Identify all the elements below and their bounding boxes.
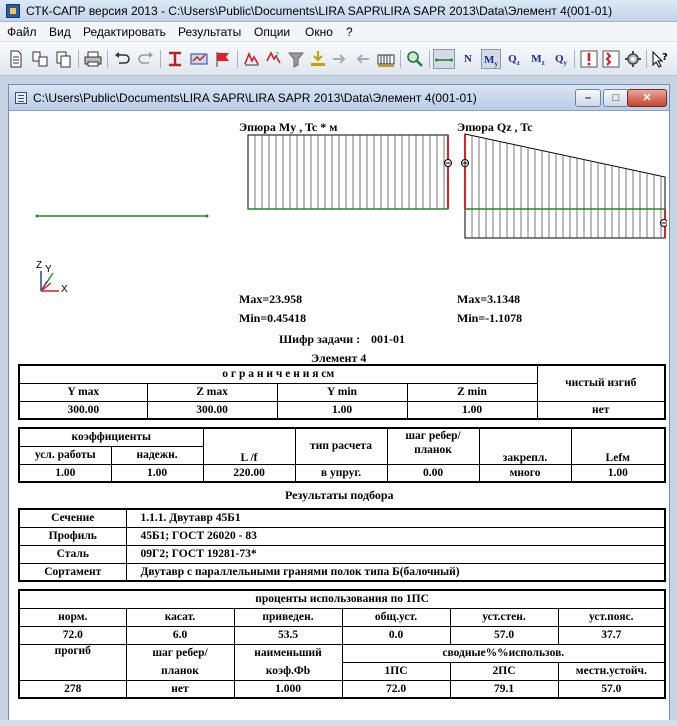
shear-qy-button[interactable]: $Q_y$ [554, 53, 568, 68]
min-coef-header-top: наименьший [234, 644, 342, 662]
moment-mz-button[interactable]: $M_z$ [531, 53, 545, 68]
menu-view[interactable]: Вид [49, 25, 71, 39]
zmin-header: Z min [407, 383, 537, 401]
task-code-label: Шифр задачи : [279, 332, 361, 346]
qz-max-label: Max=3.1348 [457, 292, 521, 306]
menu-file[interactable]: Файл [7, 25, 37, 39]
results-table [18, 508, 666, 582]
axis-z-label: Z [36, 260, 43, 271]
fix-value: много [479, 464, 571, 482]
section-value: 1.1.1. Двутавр 45Б1 [126, 509, 665, 527]
axis-y-label: Y [45, 264, 52, 275]
ps2-header: 2ПС [450, 662, 558, 680]
minimize-button[interactable] [575, 89, 601, 107]
coefficients-header: коэффициенты [19, 428, 203, 446]
new-file-icon[interactable] [6, 49, 26, 69]
usage-flange-stab-value: 37.7 [558, 626, 665, 644]
work-coef-value: 1.00 [19, 464, 111, 482]
usage-reduced-header: приведен. [234, 608, 342, 626]
maximize-icon: □ [612, 92, 620, 104]
svg-text:?: ? [275, 51, 280, 60]
clean-bend-value: нет [537, 401, 665, 419]
task-code-value: 001-01 [371, 332, 405, 346]
move-right-icon[interactable] [330, 49, 350, 69]
warning-icon[interactable] [579, 49, 599, 69]
context-help-icon[interactable] [650, 49, 670, 69]
beam-element-line [33, 211, 213, 221]
my-min-label: Min=0.45418 [239, 311, 307, 325]
close-icon: ✕ [642, 92, 652, 104]
app-title: СТК-САПР версия 2013 - C:\Users\Public\Documents\LIRA SAPR\LIRA SAPR 2013\Data\Элемент 4(001-01) [26, 4, 613, 18]
rib-step-value: 0.00 [387, 464, 479, 482]
usage-web-stab-header: уст.стен. [450, 608, 558, 626]
report-content [9, 111, 669, 725]
assortment-key: Сортамент [19, 563, 126, 581]
settings-gear-icon[interactable] [623, 49, 643, 69]
usage-web-stab-value: 57.0 [450, 626, 558, 644]
usage-general-stab-value: 0.0 [342, 626, 450, 644]
lf-value: 220.00 [203, 464, 295, 482]
my-max-label: Max=23.958 [239, 292, 303, 306]
maximize-button[interactable] [603, 89, 629, 107]
document-icon [15, 92, 27, 104]
qz-diagram [449, 131, 667, 251]
rib-step-header-top: шаг ребер/ [126, 644, 234, 662]
beam-line-icon[interactable] [433, 49, 455, 69]
ps1-header: 1ПС [342, 662, 450, 680]
force-n-button[interactable]: N [464, 53, 472, 65]
app-logo-icon [6, 4, 20, 18]
ymax-value: 300.00 [19, 401, 147, 419]
flag-icon[interactable] [213, 49, 233, 69]
qz-min-label: Min=-1.1078 [457, 311, 523, 325]
document-title: C:\Users\Public\Documents\LIRA SAPR\LIRA SAPR 2013\Data\Элемент 4(001-01) [33, 91, 477, 105]
profile-value: 45Б1; ГОСТ 26020 - 83 [126, 527, 665, 545]
usage-norm-header: норм. [19, 608, 126, 626]
local-stab-value: 57.0 [558, 680, 665, 698]
undo-icon[interactable] [112, 49, 132, 69]
clean-bend-header: чистый изгиб [537, 365, 665, 401]
filter-icon[interactable] [286, 49, 306, 69]
reliab-coef-header: надежн. [111, 446, 203, 464]
error-list-icon[interactable] [601, 49, 621, 69]
menubar [0, 22, 677, 42]
zmin-value: 1.00 [407, 401, 537, 419]
ymin-header: Y min [277, 383, 407, 401]
menu-results[interactable]: Результаты [178, 25, 242, 39]
axis-x-label: X [61, 284, 68, 295]
zmax-value: 300.00 [147, 401, 277, 419]
calc-icon[interactable] [242, 49, 262, 69]
calc-type-value: в упруг. [295, 464, 387, 482]
menu-help[interactable]: ? [346, 25, 353, 39]
zmax-header: Z max [147, 383, 277, 401]
section-key: Сечение [19, 509, 126, 527]
work-coef-header: усл. работы [19, 446, 111, 464]
deflection-header: прогиб [19, 644, 126, 680]
open-file-icon[interactable] [30, 49, 50, 69]
usage-flange-stab-header: уст.пояс. [558, 608, 665, 626]
profile-key: Профиль [19, 527, 126, 545]
section-icon[interactable] [165, 49, 185, 69]
usage-reduced-value: 53.5 [234, 626, 342, 644]
lef-value: 1.00 [571, 464, 665, 482]
qz-diagram-title: Эпюра Qz , Tc [457, 120, 533, 134]
deflection-value: 278 [19, 680, 126, 698]
ps1-value: 72.0 [342, 680, 450, 698]
min-coef-value: 1.000 [234, 680, 342, 698]
lef-header: Lefм [571, 428, 665, 464]
moment-my-button[interactable]: $M_y$ [481, 49, 501, 69]
fix-header: закрепл. [479, 428, 571, 464]
steel-table-icon[interactable] [189, 49, 209, 69]
menu-edit[interactable]: Редактировать [83, 25, 166, 39]
usage-tangent-header: касат. [126, 608, 234, 626]
my-diagram-title: Эпюра My , Tc * м [239, 120, 338, 134]
menu-options[interactable]: Опции [254, 25, 291, 39]
usage-general-stab-header: общ.уст. [342, 608, 450, 626]
assortment-value: Двутавр с параллельными гранями полок типа Б(балочный) [126, 563, 665, 581]
menu-window[interactable]: Окно [305, 25, 333, 39]
shear-qz-button[interactable]: $Q_z$ [508, 53, 520, 68]
limits-table [18, 364, 666, 420]
steel-value: 09Г2; ГОСТ 19281-73* [126, 545, 665, 563]
rib-step-value2: нет [126, 680, 234, 698]
check-icon[interactable] [264, 49, 284, 69]
reliab-coef-value: 1.00 [111, 464, 203, 482]
document-window [8, 84, 670, 726]
results-title: Результаты подбора [285, 488, 394, 502]
calc-type-header: тип расчета [295, 428, 387, 464]
diagram-grid-icon[interactable] [376, 49, 396, 69]
statusbar [0, 720, 677, 726]
my-diagram [234, 131, 454, 221]
usage-title: проценты использования по 1ПС [19, 590, 665, 608]
usage-norm-value: 72.0 [19, 626, 126, 644]
usage-table [18, 589, 666, 699]
local-stab-header: местн.устойч. [558, 662, 665, 680]
min-coef-header-bottom: коэф.Фb [234, 662, 342, 680]
element-title: Элемент 4 [311, 351, 367, 365]
load-icon[interactable] [308, 49, 328, 69]
copy-icon[interactable] [54, 49, 74, 69]
document-titlebar [9, 85, 669, 111]
move-left-icon[interactable] [352, 49, 372, 69]
ps2-value: 79.1 [450, 680, 558, 698]
print-icon[interactable] [83, 49, 103, 69]
ymax-header: Y max [19, 383, 147, 401]
close-button[interactable] [627, 89, 667, 107]
rib-step-header-bottom: планок [126, 662, 234, 680]
zoom-icon[interactable] [405, 49, 425, 69]
limits-header: о г р а н и ч е н и я см [19, 365, 537, 383]
svg-text:?: ? [662, 52, 668, 63]
summary-header: сводные%%использов. [342, 644, 665, 662]
rib-step-header: шаг ребер/ планок [387, 428, 479, 464]
redo-icon[interactable] [136, 49, 156, 69]
lf-header: L /f [203, 428, 295, 464]
steel-key: Сталь [19, 545, 126, 563]
toolbar [0, 42, 677, 76]
app-titlebar [0, 0, 677, 22]
ymin-value: 1.00 [277, 401, 407, 419]
minimize-icon: – [584, 92, 592, 104]
usage-tangent-value: 6.0 [126, 626, 234, 644]
coefficients-table [18, 427, 666, 483]
